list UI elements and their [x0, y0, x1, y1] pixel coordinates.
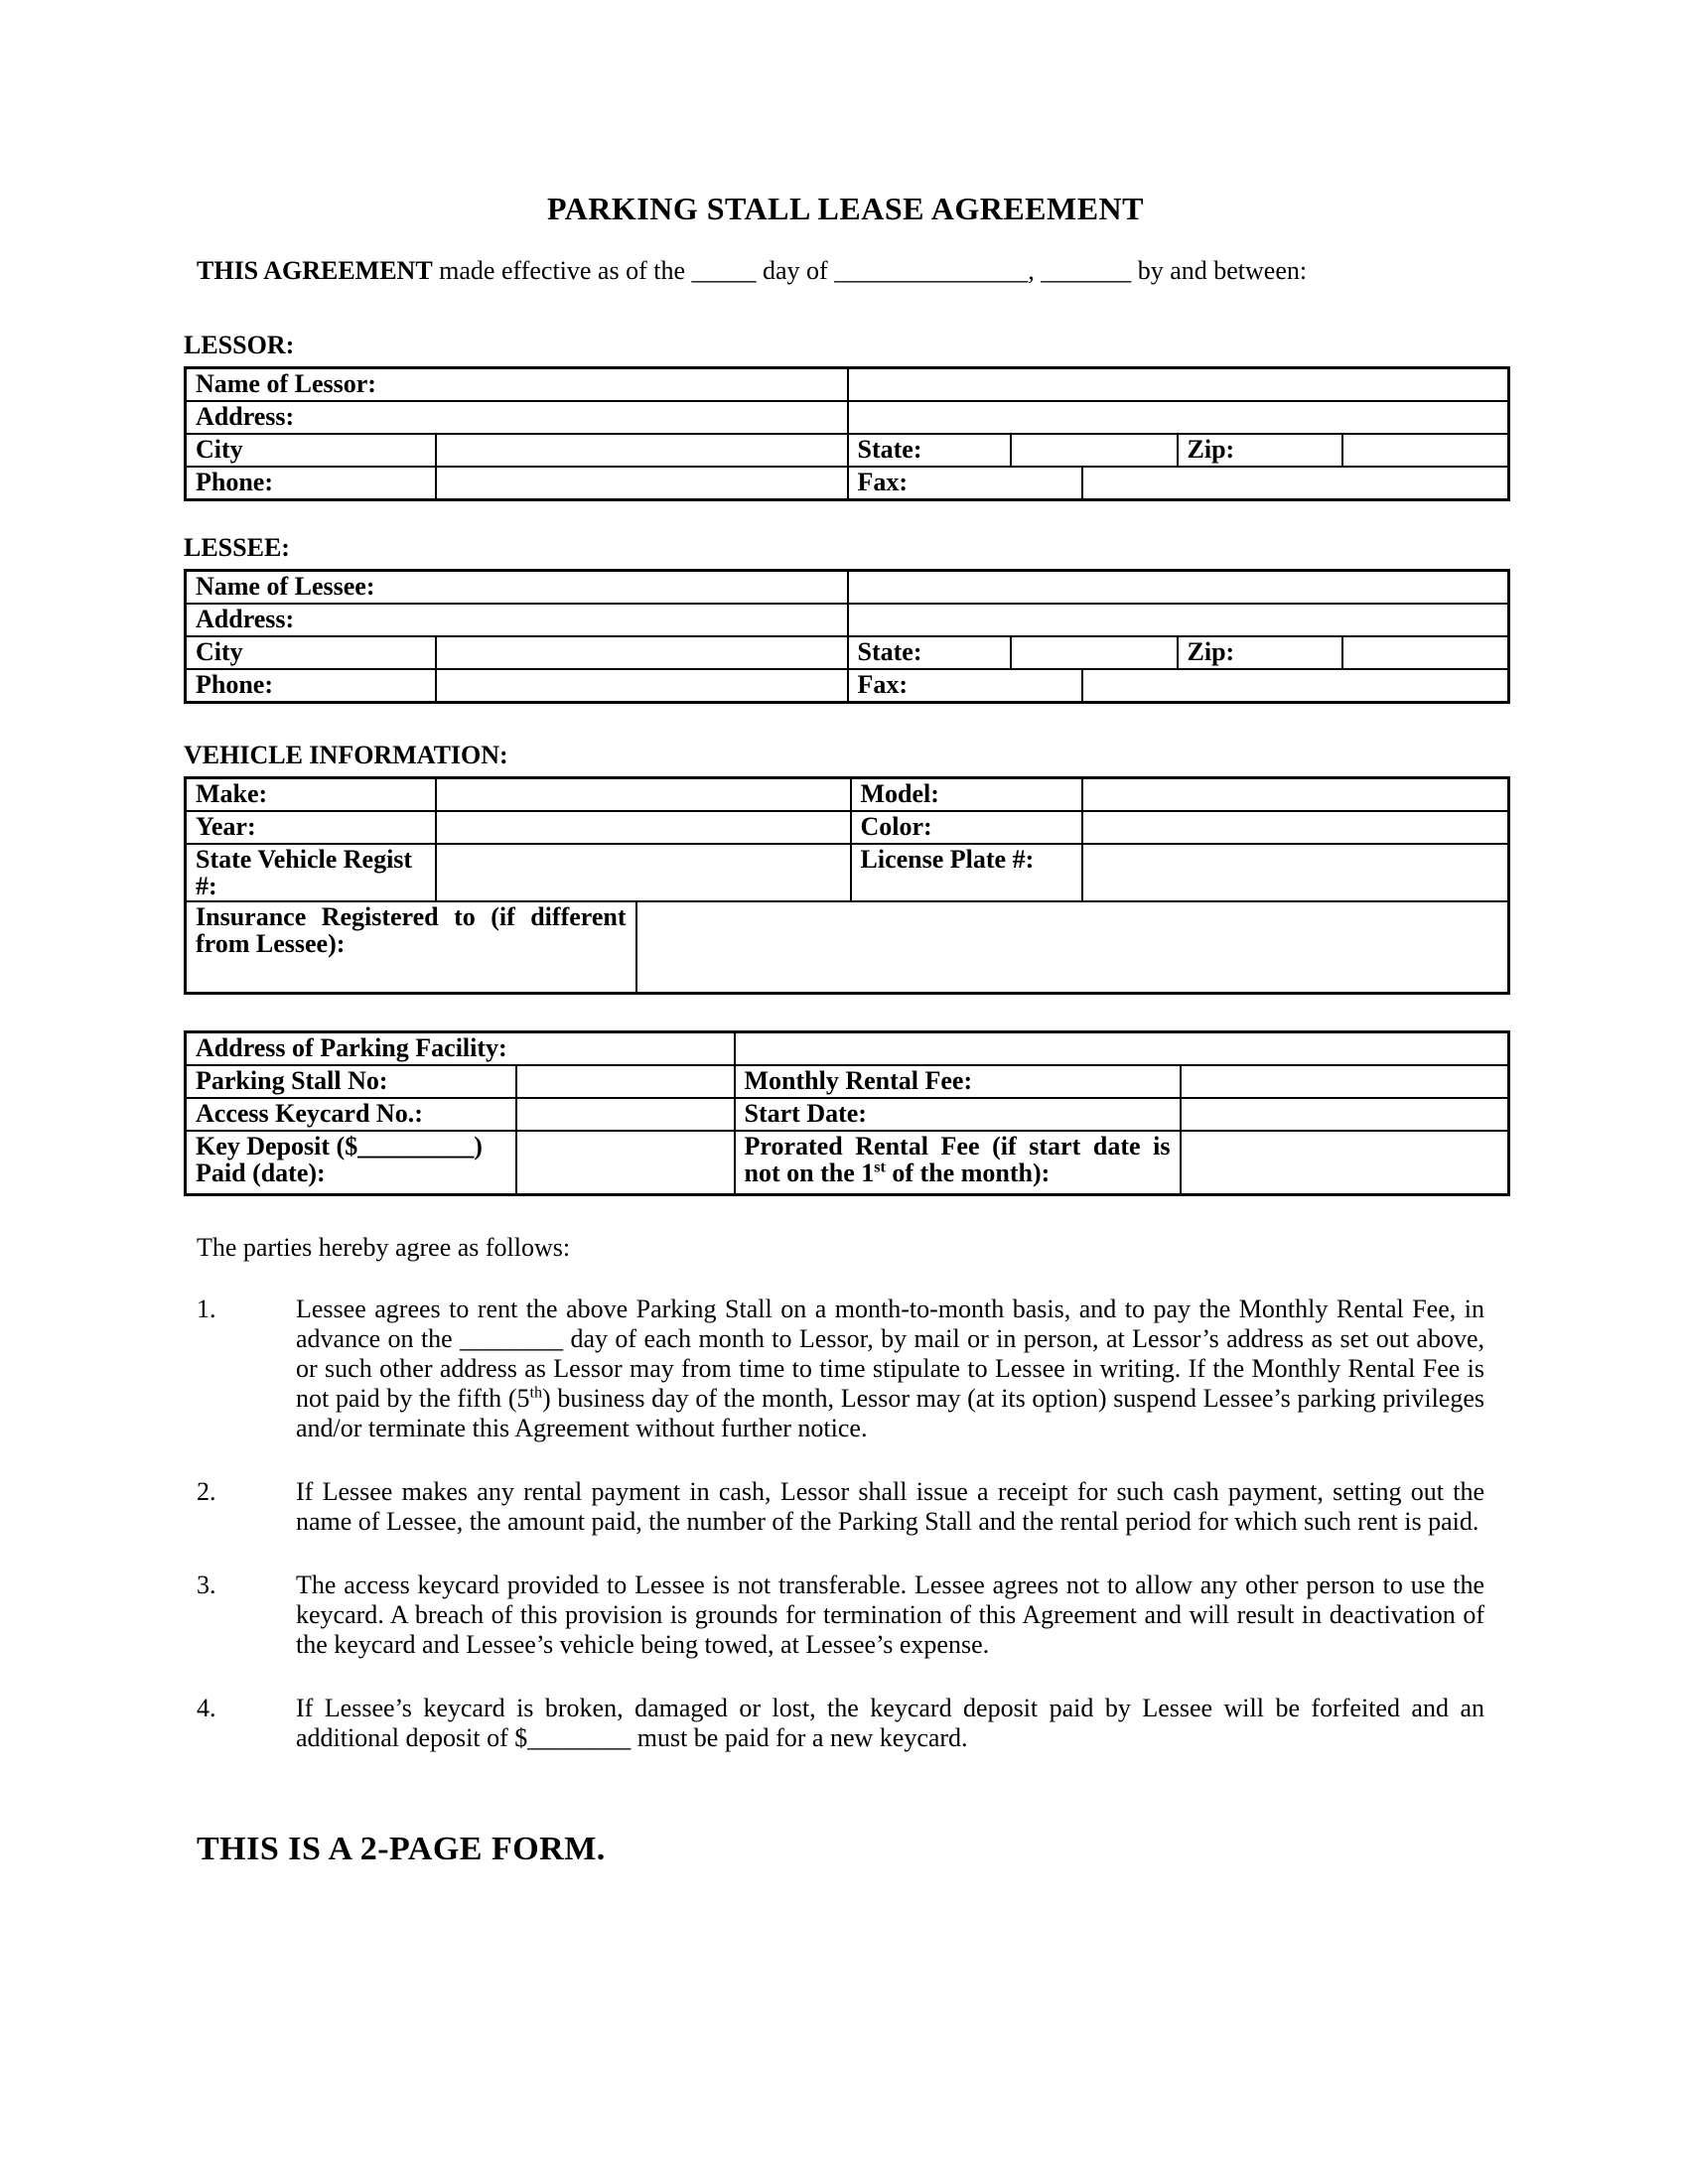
- table-row: [186, 368, 1509, 402]
- table-row: [186, 1131, 1509, 1195]
- lessor-state-value-cell: [1011, 434, 1178, 467]
- facility-prorated-value-cell: [1181, 1131, 1509, 1195]
- vehicle-insurance-value-cell: [636, 901, 1509, 994]
- vehicle-color-value-cell: [1082, 811, 1509, 844]
- clause-superscript: th: [529, 1384, 543, 1402]
- lessor-address-value-cell: [848, 401, 1509, 434]
- facility-monthly-fee-label: Monthly Rental Fee:: [735, 1065, 1181, 1098]
- vehicle-model-value-cell: [1082, 778, 1509, 812]
- lessee-address-label: Address:: [186, 604, 848, 636]
- vehicle-license-value-cell: [1082, 844, 1509, 901]
- vehicle-model-label: Model:: [851, 778, 1082, 812]
- lessee-address-value-cell: [848, 604, 1509, 636]
- lessor-table: [184, 366, 1510, 501]
- clause-number: 2.: [197, 1477, 216, 1506]
- vehicle-license-label: License Plate #:: [851, 844, 1082, 901]
- clause-text: If Lessee makes any rental payment in cash, Lessor shall issue a receipt for such cash payment, setting out the name of Lessee, the amount paid, the number of the Parking Stall and the rental period for which such rent is paid.: [296, 1477, 1484, 1536]
- table-row: [186, 1098, 1509, 1131]
- table-row: [186, 467, 1509, 500]
- facility-table: [184, 1030, 1510, 1196]
- intro-rest: made effective as of the _____ day of _______________, _______ by and between:: [432, 256, 1308, 285]
- lessee-zip-value-cell: [1342, 636, 1509, 669]
- lessee-heading: LESSEE:: [184, 533, 290, 562]
- facility-address-value-cell: [735, 1032, 1509, 1066]
- facility-start-date-label: Start Date:: [735, 1098, 1181, 1131]
- clause-item: [197, 1570, 1507, 1660]
- lessor-zip-label: Zip:: [1178, 434, 1342, 467]
- lessee-state-value-cell: [1011, 636, 1178, 669]
- table-row: [186, 901, 1509, 994]
- facility-monthly-fee-value-cell: [1181, 1065, 1509, 1098]
- lessor-zip-value-cell: [1342, 434, 1509, 467]
- lessor-city-label: City: [186, 434, 436, 467]
- facility-key-deposit-label: [186, 1131, 516, 1195]
- clause-item: [197, 1694, 1507, 1753]
- vehicle-year-value-cell: [436, 811, 851, 844]
- facility-stall-value-cell: [516, 1065, 735, 1098]
- clause-item: [197, 1295, 1507, 1443]
- lessee-phone-value-cell: [436, 669, 848, 703]
- lessor-heading: LESSOR:: [184, 331, 295, 359]
- clause-number: 1.: [197, 1295, 216, 1323]
- lessee-table: [184, 569, 1510, 704]
- facility-stall-label: Parking Stall No:: [186, 1065, 516, 1098]
- intro-lead: THIS AGREEMENT: [197, 256, 433, 285]
- vehicle-color-label: Color:: [851, 811, 1082, 844]
- table-row: [186, 1065, 1509, 1098]
- lessor-name-label: Name of Lessor:: [186, 368, 848, 402]
- clause-number: 3.: [197, 1570, 216, 1599]
- vehicle-regist-value-cell: [436, 844, 851, 901]
- agreement-intro: The parties hereby agree as follows:: [197, 1233, 571, 1262]
- key-deposit-line1: Key Deposit ($_________): [196, 1132, 483, 1160]
- prorated-superscript: st: [874, 1159, 886, 1176]
- vehicle-make-value-cell: [436, 778, 851, 812]
- facility-keycard-label: Access Keycard No.:: [186, 1098, 516, 1131]
- lessor-phone-value-cell: [436, 467, 848, 500]
- table-row: [186, 571, 1509, 605]
- lessee-name-label: Name of Lessee:: [186, 571, 848, 605]
- lessee-city-value-cell: [436, 636, 848, 669]
- vehicle-regist-label: State Vehicle Regist #:: [186, 844, 436, 901]
- lessee-name-value-cell: [848, 571, 1509, 605]
- facility-keycard-value-cell: [516, 1098, 735, 1131]
- table-row: [186, 778, 1509, 812]
- table-row: [186, 401, 1509, 434]
- table-row: [186, 811, 1509, 844]
- lessor-address-label: Address:: [186, 401, 848, 434]
- lessor-phone-label: Phone:: [186, 467, 436, 500]
- intro-paragraph: [197, 255, 1482, 286]
- lessee-fax-label: Fax:: [848, 669, 1082, 703]
- clause-text: The access keycard provided to Lessee is not transferable. Lessee agrees not to allow any other person to use the keycard. A breach of this provision is grounds for termination of this Agreement and will result in deactivation of the keycard and Lessee’s vehicle being towed, at Lessee’s expense.: [296, 1570, 1484, 1659]
- lessor-city-value-cell: [436, 434, 848, 467]
- vehicle-insurance-label: Insurance Registered to (if different from Lessee):: [186, 901, 636, 994]
- lessor-name-value-cell: [848, 368, 1509, 402]
- lessor-state-label: State:: [848, 434, 1011, 467]
- clause-list: [184, 1295, 1507, 1753]
- prorated-text-pre: Prorated Rental Fee (if start date is not on the 1: [744, 1132, 1171, 1187]
- facility-key-deposit-value-cell: [516, 1131, 735, 1195]
- prorated-text-post: of the month):: [885, 1159, 1051, 1187]
- lessee-city-label: City: [186, 636, 436, 669]
- table-row: [186, 844, 1509, 901]
- lessee-state-label: State:: [848, 636, 1011, 669]
- lessor-fax-value-cell: [1082, 467, 1509, 500]
- vehicle-heading: VEHICLE INFORMATION:: [184, 741, 508, 769]
- lessee-fax-value-cell: [1082, 669, 1509, 703]
- lessor-fax-label: Fax:: [848, 467, 1082, 500]
- two-page-form-note: THIS IS A 2-PAGE FORM.: [197, 1831, 606, 1867]
- clause-text: Lessee agrees to rent the above Parking Stall on a month-to-month basis, and to pay the Monthly Rental Fee, in advance on the ________ day of each month to Lessor, by mail or in person, at Lessor’s address as set out above, or such other address as Lessor may from time to time stipulate to Lessee in writing. If the Monthly Rental Fee is not paid by the fifth (5th) business day of the month, Lessor may (at its option) suspend Lessee’s parking privileges and/or terminate this Agreement without further notice.: [296, 1295, 1484, 1442]
- table-row: [186, 604, 1509, 636]
- table-row: [186, 669, 1509, 703]
- clause-item: [197, 1477, 1507, 1537]
- lessee-phone-label: Phone:: [186, 669, 436, 703]
- table-row: [186, 636, 1509, 669]
- table-row: [186, 1032, 1509, 1066]
- table-row: [186, 434, 1509, 467]
- facility-prorated-label: [735, 1131, 1181, 1195]
- document-content: [184, 0, 1507, 1868]
- key-deposit-line2: Paid (date):: [196, 1159, 326, 1187]
- vehicle-table: [184, 776, 1510, 995]
- lessee-zip-label: Zip:: [1178, 636, 1342, 669]
- clause-number: 4.: [197, 1694, 216, 1722]
- facility-address-label: Address of Parking Facility:: [186, 1032, 735, 1066]
- vehicle-make-label: Make:: [186, 778, 436, 812]
- page-title: PARKING STALL LEASE AGREEMENT: [547, 191, 1144, 226]
- vehicle-year-label: Year:: [186, 811, 436, 844]
- clause-text: If Lessee’s keycard is broken, damaged or lost, the keycard deposit paid by Lessee will be forfeited and an additional deposit of $________ must be paid for a new keycard.: [296, 1694, 1484, 1752]
- facility-start-date-value-cell: [1181, 1098, 1509, 1131]
